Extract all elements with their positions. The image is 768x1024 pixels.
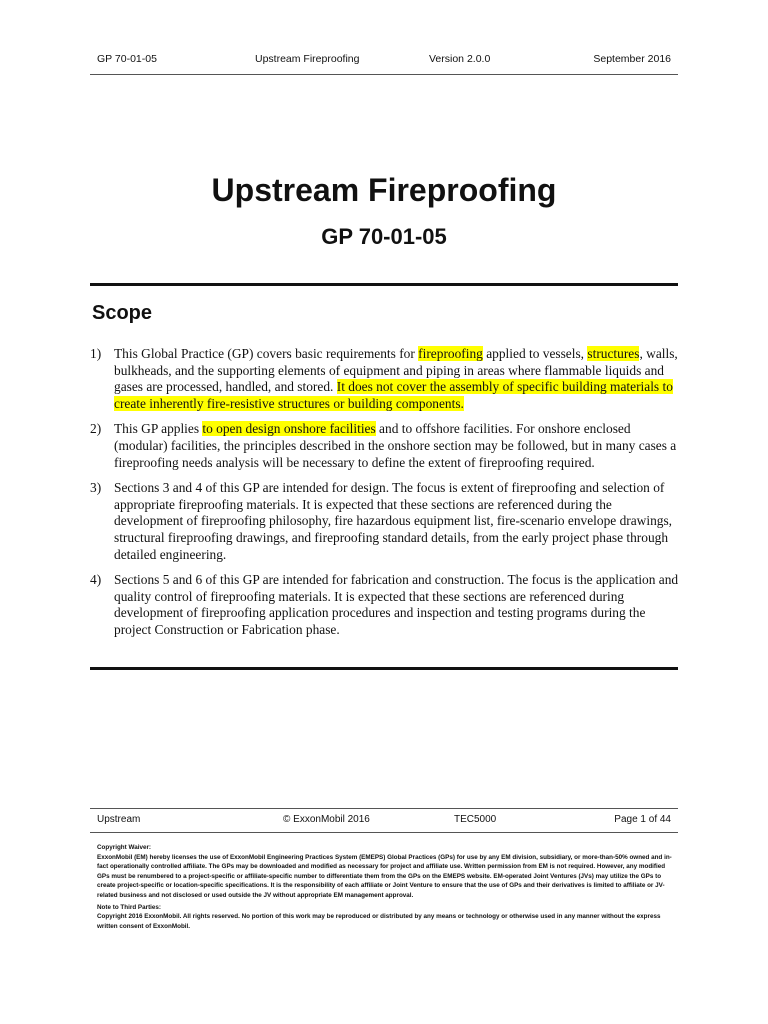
- header-title: Upstream Fireproofing: [255, 53, 360, 65]
- item-number: 3): [90, 480, 102, 496]
- document-title: Upstream Fireproofing: [211, 172, 557, 208]
- highlighted-text: It does not cover the assembly of specific building materials to create inherently fire-resistive structures or building components.: [114, 379, 673, 411]
- scope-item-4: [90, 572, 680, 638]
- footer-divider: [90, 808, 678, 809]
- page-footer: [97, 814, 671, 828]
- text-run: This Global Practice (GP) covers basic requirements for: [114, 346, 419, 361]
- footer-copyright: © ExxonMobil 2016: [283, 814, 370, 825]
- footer-page-number: Page 1 of 44: [614, 814, 671, 825]
- waiver-heading: Copyright Waiver:: [97, 844, 151, 851]
- item-text: [114, 346, 678, 411]
- header-date: September 2016: [593, 53, 671, 65]
- item-text: Sections 5 and 6 of this GP are intended for fabrication and construction. The focus is the application and quality control of fireproofing materials. It is expected that these sections are referenced during development of fireproofing application procedures and inspection and testing programs during the project Construction or Fabrication phase.: [114, 572, 679, 637]
- footer-left: Upstream: [97, 814, 141, 825]
- scope-divider: [90, 667, 678, 670]
- scope-item-1: [90, 346, 680, 412]
- item-number: 1): [90, 346, 102, 361]
- footer-bottom-divider: [90, 832, 678, 833]
- highlighted-text: structures: [587, 346, 640, 361]
- document-number: GP 70-01-05: [321, 224, 447, 249]
- item-number: 4): [90, 572, 102, 588]
- scope-heading: Scope: [92, 302, 153, 324]
- text-run: applied to vessels,: [482, 346, 588, 361]
- third-parties-text: Copyright 2016 ExxonMobil. All rights reserved. No portion of this work may be reproduced or distributed by any means or technology or otherwise used in any manner without the express written consent of ExxonMobil.: [97, 913, 661, 930]
- item-number: 2): [90, 421, 102, 437]
- scope-item-2: [90, 421, 680, 471]
- text-run: , walls, bulkheads, and the supporting elements of equipment and piping in areas where flammable liquids and gases are processed, handled, and stored.: [114, 346, 678, 395]
- third-parties-heading: Note to Third Parties:: [97, 903, 162, 911]
- waiver-text: ExxonMobil (EM) hereby licenses the use of ExxonMobil Engineering Practices System (EMEPS) Global Practices (GPs) for use by any EM division, subsidiary, or more-than-50% owned and in-fact operationally controlled affiliate. The GPs may be downloaded and modified as necessary for project and affiliate use. Written permission from EM is not required. However, any modified GPs must be renumbered to a project-specific or affiliate-specific number to differentiate them from the GPs on the EMEPS website. EM-operated Joint Ventures (JVs) may utilize the GPs to create project-specific or location-specific specifications. It is the responsibility of each affiliate or Joint Venture to ensure that the use of GPs and their derivatives is limited to affiliate or JV-related business and not disclosed or used outside the JV without appropriate EM management approval.: [97, 853, 672, 899]
- scope-list: [90, 346, 680, 648]
- highlighted-text: to open design onshore facilities: [202, 421, 376, 437]
- page-header: [97, 53, 671, 69]
- title-divider: [90, 283, 678, 286]
- highlighted-text: fireproofing: [418, 346, 483, 361]
- item-text: Sections 3 and 4 of this GP are intended for design. The focus is extent of fireproofing and selection of appropriate fireproofing materials. It is expected that these sections are referenced during the development of fireproofing philosophy, fire hazardous equipment list, fire-scenario envelope drawings, structural fireproofing drawings, and fireproofing standard details, from the early project phase through detailed engineering.: [114, 480, 673, 562]
- text-run: and to offshore facilities. For onshore enclosed (modular) facilities, the principles described in the onshore section may be followed, but in many cases a fireproofing needs analysis will be necessary to define the extent of fireproofing required.: [114, 421, 677, 470]
- text-run: This GP applies: [114, 421, 203, 437]
- scope-item-3: [90, 480, 680, 563]
- header-doc-id: GP 70-01-05: [97, 53, 157, 65]
- footer-code: TEC5000: [454, 814, 497, 825]
- item-text: [114, 421, 676, 469]
- legal-notice: [97, 843, 675, 931]
- header-version: Version 2.0.0: [429, 53, 491, 65]
- header-divider: [90, 74, 678, 75]
